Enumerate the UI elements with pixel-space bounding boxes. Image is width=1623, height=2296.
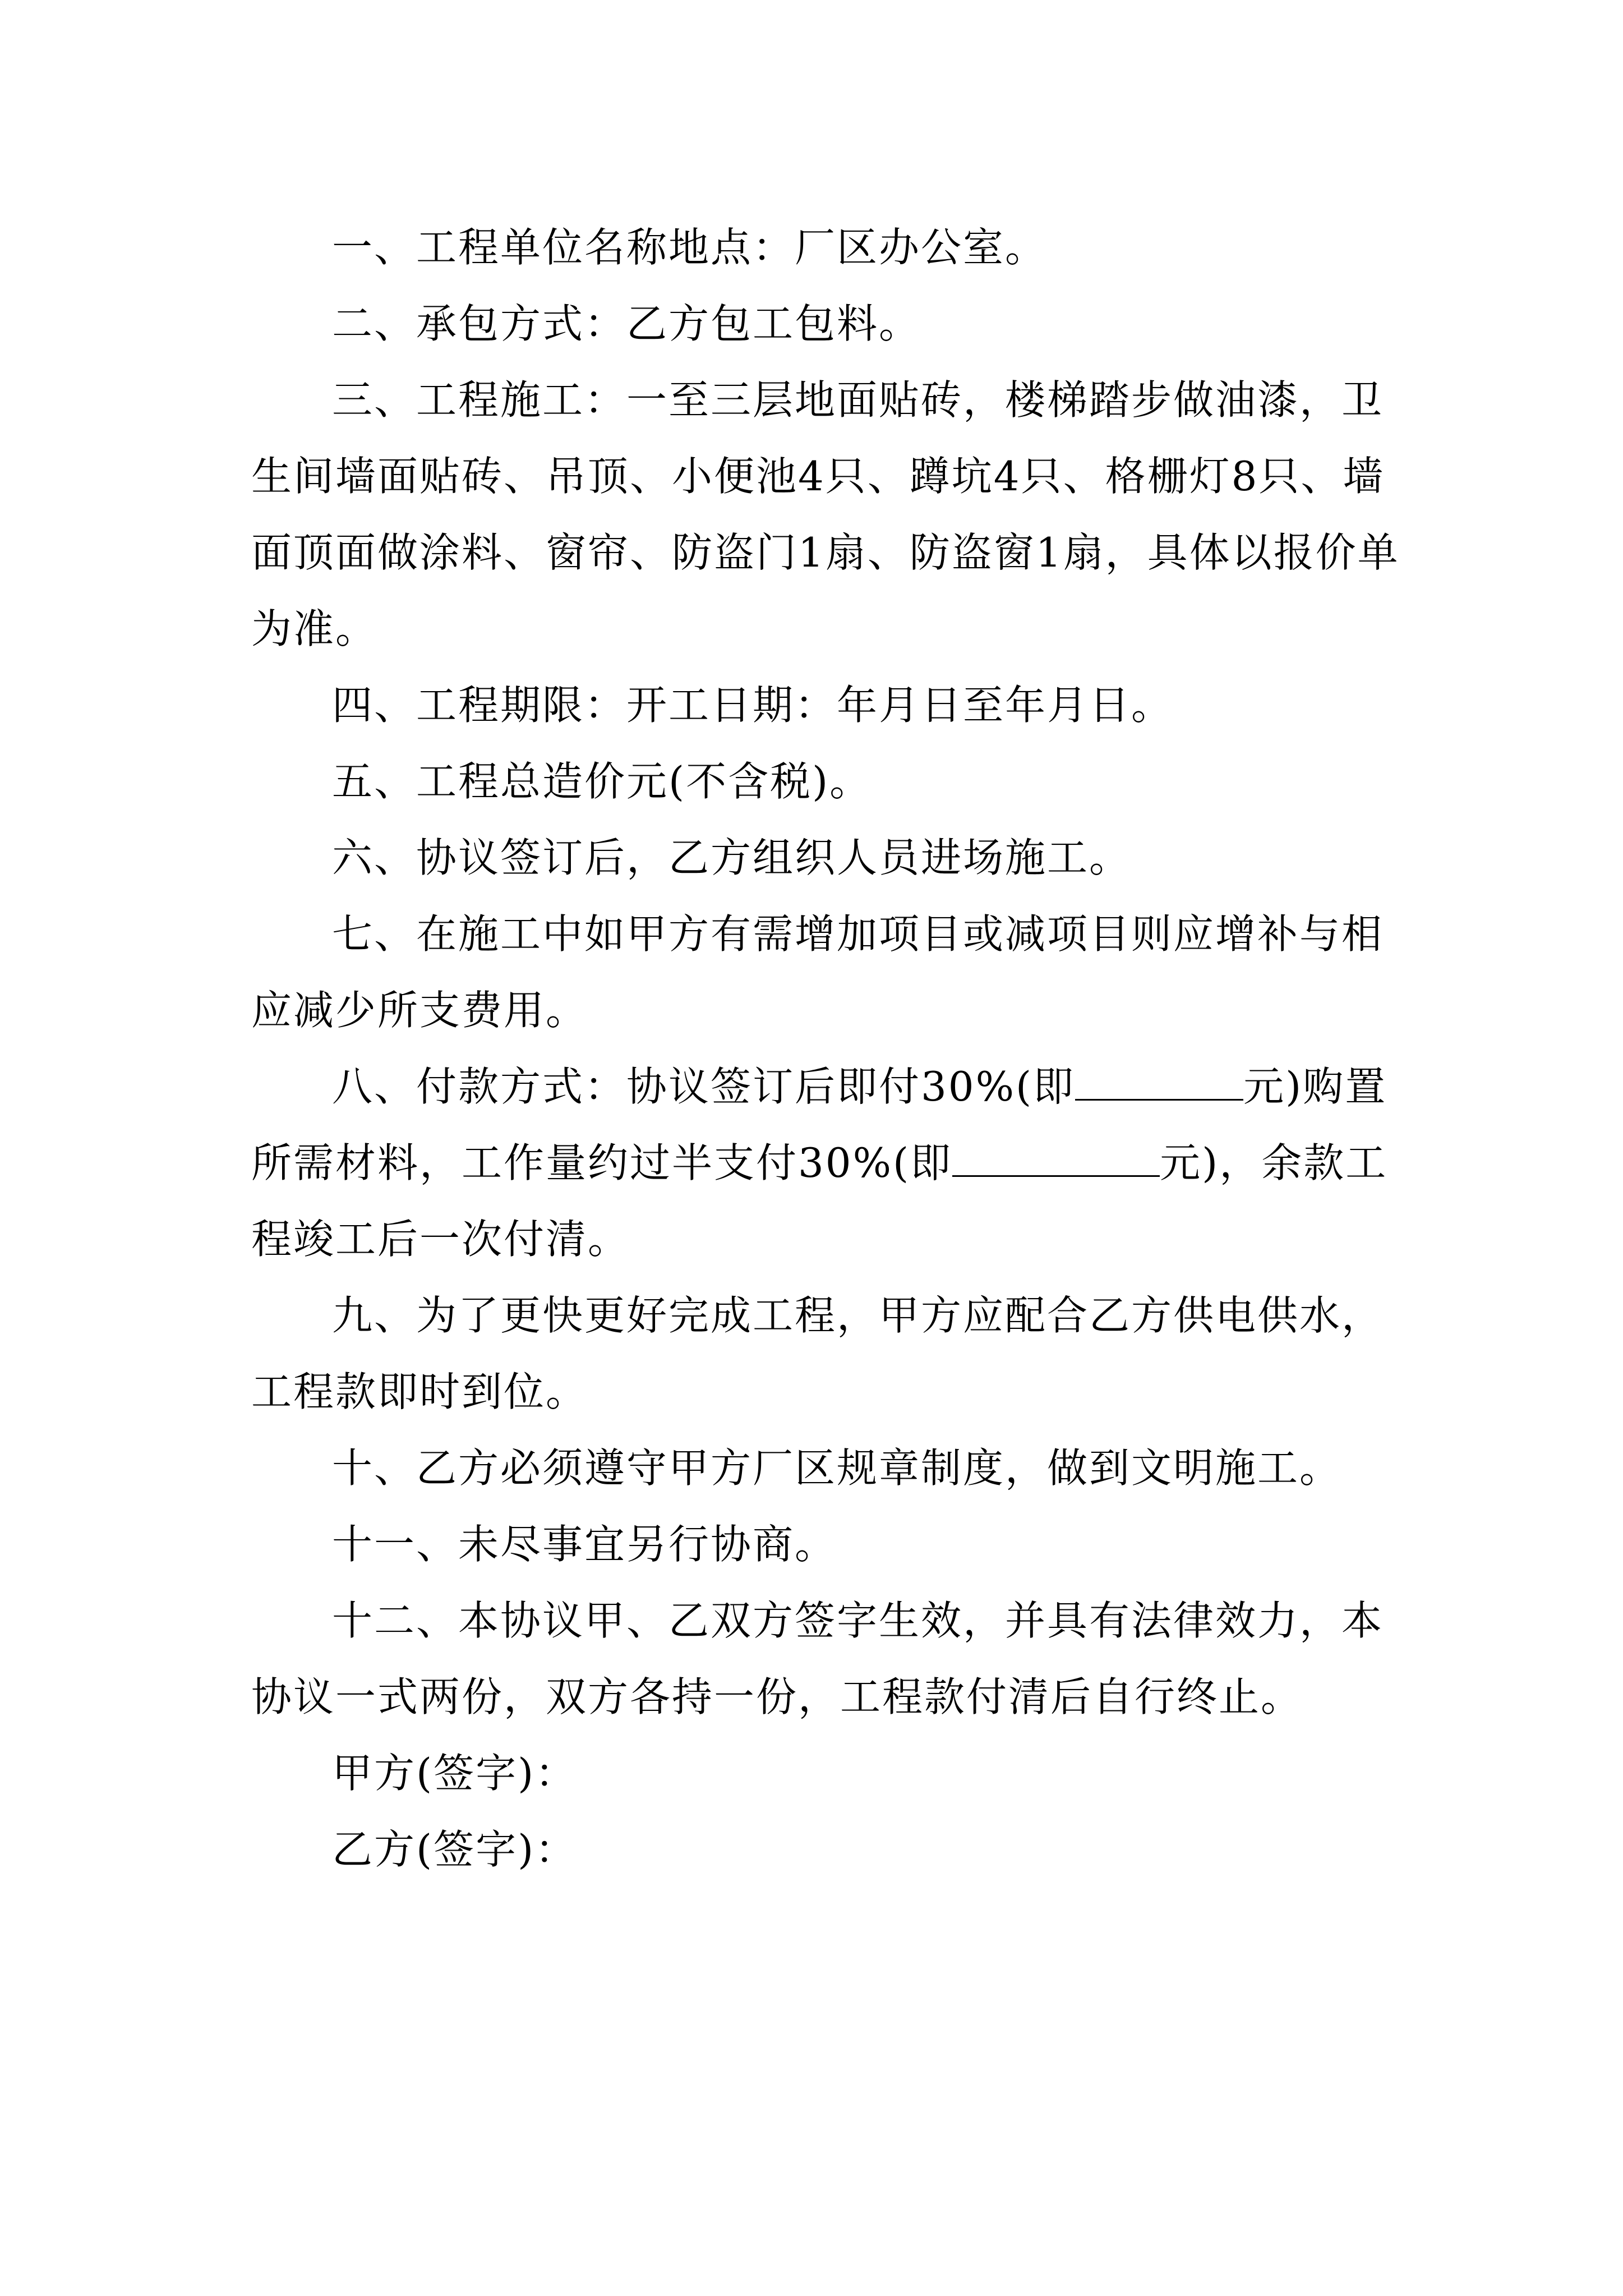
clause-6: 六、协议签订后，乙方组织人员进场施工。	[332, 834, 1132, 881]
amount-blank-1	[1075, 1063, 1243, 1101]
clause-9: 九、为了更快更好完成工程，甲方应配合乙方供电供水，工程款即时到位。	[251, 1292, 1384, 1415]
clause-2: 二、承包方式：乙方包工包料。	[332, 300, 921, 347]
clause-5: 五、工程总造价元(不含税)。	[332, 758, 872, 805]
signature-party-a: 甲方(签字)：	[332, 1750, 578, 1797]
clause-12: 十二、本协议甲、乙双方签字生效，并具有法律效力，本协议一式两份，双方各持一份，工程款付清后自行终止。	[251, 1597, 1384, 1720]
amount-blank-2	[952, 1139, 1160, 1177]
clause-4: 四、工程期限：开工日期：年月日至年月日。	[332, 682, 1174, 729]
payment-text-2: 元)购置所需材料，工作量约过半支付30%(即	[251, 1063, 1387, 1186]
clause-11: 十一、未尽事宜另行协商。	[332, 1521, 837, 1568]
contract-body	[251, 209, 1401, 1888]
signature-party-b: 乙方(签字)：	[332, 1826, 578, 1873]
payment-text-1: 八、付款方式：协议签订后即付30%(即	[332, 1063, 1076, 1110]
payment-text-3: 元)，余款工程竣工后一次付清。	[251, 1139, 1388, 1263]
clause-1: 一、工程单位名称地点：厂区办公室。	[332, 224, 1048, 271]
clause-10: 十、乙方必须遵守甲方厂区规章制度，做到文明施工。	[332, 1444, 1342, 1492]
clause-3: 三、工程施工：一至三层地面贴砖，楼梯踏步做油漆，卫生间墙面贴砖、吊顶、小便池4只、蹲坑4只、格栅灯8只、墙面顶面做涂料、窗帘、防盗门1扇、防盗窗1扇，具体以报价单为准。	[251, 376, 1400, 652]
clause-8-payment	[251, 1048, 1401, 1277]
clause-7: 七、在施工中如甲方有需增加项目或减项目则应增补与相应减少所支费用。	[251, 910, 1384, 1034]
